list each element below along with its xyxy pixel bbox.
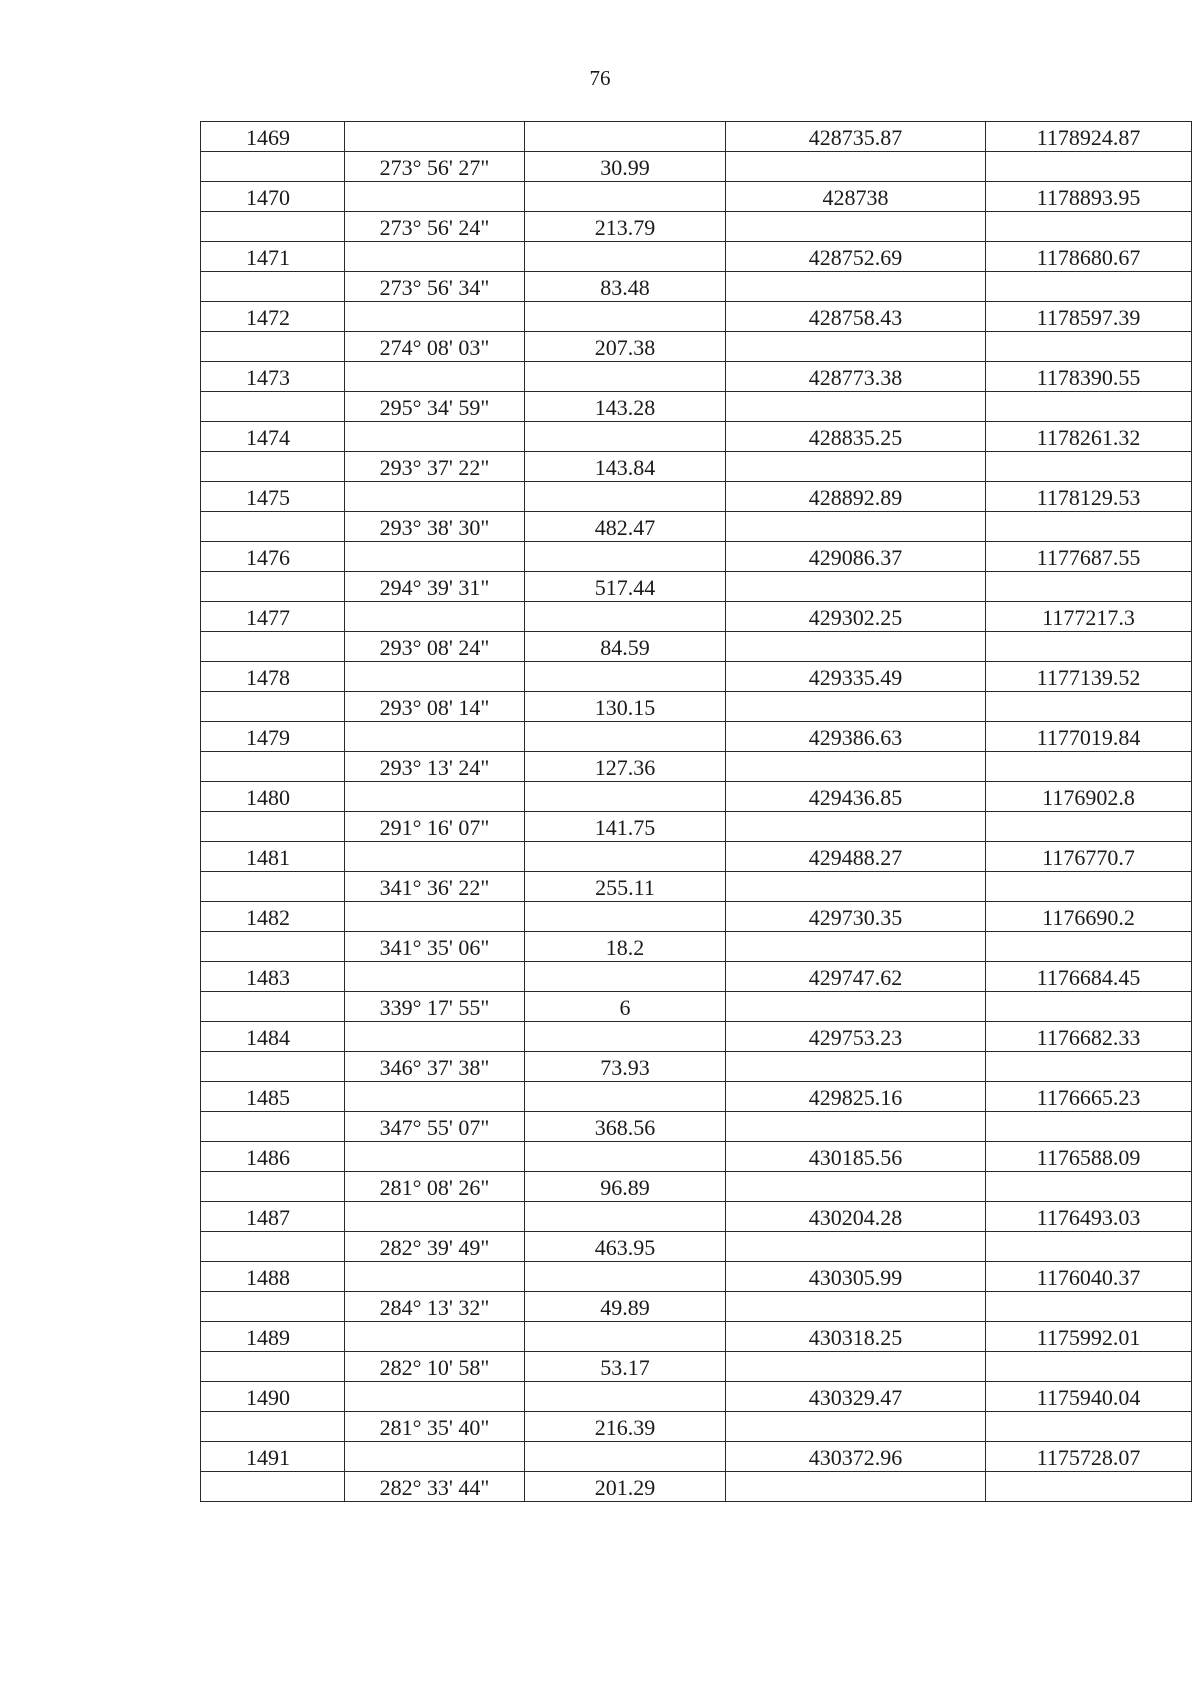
- station-row: [201, 362, 1192, 392]
- empty-cell: [201, 1172, 345, 1202]
- distance-value: 127.36: [525, 752, 726, 782]
- easting-value: 1176040.37: [986, 1262, 1192, 1292]
- empty-cell: [986, 992, 1192, 1022]
- empty-cell: [726, 152, 986, 182]
- northing-value: 430372.96: [726, 1442, 986, 1472]
- northing-value: 428752.69: [726, 242, 986, 272]
- bearing-value: 341° 36' 22": [345, 872, 525, 902]
- northing-value: 430318.25: [726, 1322, 986, 1352]
- empty-cell: [201, 512, 345, 542]
- empty-cell: [345, 422, 525, 452]
- empty-cell: [525, 722, 726, 752]
- empty-cell: [726, 1292, 986, 1322]
- leg-row: [201, 1112, 1192, 1142]
- empty-cell: [726, 272, 986, 302]
- empty-cell: [726, 752, 986, 782]
- empty-cell: [201, 1232, 345, 1262]
- empty-cell: [525, 1382, 726, 1412]
- easting-value: 1176684.45: [986, 962, 1192, 992]
- leg-row: [201, 1472, 1192, 1502]
- northing-value: 429488.27: [726, 842, 986, 872]
- easting-value: 1177139.52: [986, 662, 1192, 692]
- station-number: 1483: [201, 962, 345, 992]
- distance-value: 143.84: [525, 452, 726, 482]
- distance-value: 30.99: [525, 152, 726, 182]
- empty-cell: [345, 182, 525, 212]
- leg-row: [201, 212, 1192, 242]
- station-row: [201, 602, 1192, 632]
- northing-value: 430305.99: [726, 1262, 986, 1292]
- empty-cell: [345, 722, 525, 752]
- easting-value: 1175940.04: [986, 1382, 1192, 1412]
- distance-value: 18.2: [525, 932, 726, 962]
- empty-cell: [345, 1322, 525, 1352]
- northing-value: 429086.37: [726, 542, 986, 572]
- empty-cell: [201, 392, 345, 422]
- bearing-value: 346° 37' 38": [345, 1052, 525, 1082]
- station-number: 1472: [201, 302, 345, 332]
- leg-row: [201, 992, 1192, 1022]
- survey-coordinates-table: [200, 121, 1192, 1502]
- station-row: [201, 482, 1192, 512]
- empty-cell: [525, 1202, 726, 1232]
- station-row: [201, 302, 1192, 332]
- empty-cell: [345, 362, 525, 392]
- empty-cell: [986, 1112, 1192, 1142]
- empty-cell: [525, 182, 726, 212]
- northing-value: 430204.28: [726, 1202, 986, 1232]
- distance-value: 96.89: [525, 1172, 726, 1202]
- empty-cell: [726, 992, 986, 1022]
- empty-cell: [726, 1352, 986, 1382]
- distance-value: 143.28: [525, 392, 726, 422]
- empty-cell: [726, 572, 986, 602]
- easting-value: 1176588.09: [986, 1142, 1192, 1172]
- station-number: 1490: [201, 1382, 345, 1412]
- station-number: 1484: [201, 1022, 345, 1052]
- northing-value: 428738: [726, 182, 986, 212]
- empty-cell: [986, 1412, 1192, 1442]
- table-body: [201, 122, 1192, 1502]
- empty-cell: [726, 212, 986, 242]
- empty-cell: [726, 1172, 986, 1202]
- leg-row: [201, 1232, 1192, 1262]
- empty-cell: [201, 212, 345, 242]
- easting-value: 1178390.55: [986, 362, 1192, 392]
- bearing-value: 293° 13' 24": [345, 752, 525, 782]
- station-row: [201, 122, 1192, 152]
- empty-cell: [525, 482, 726, 512]
- empty-cell: [345, 842, 525, 872]
- station-number: 1485: [201, 1082, 345, 1112]
- empty-cell: [986, 332, 1192, 362]
- empty-cell: [986, 1352, 1192, 1382]
- station-row: [201, 182, 1192, 212]
- northing-value: 428835.25: [726, 422, 986, 452]
- northing-value: 429753.23: [726, 1022, 986, 1052]
- bearing-value: 281° 08' 26": [345, 1172, 525, 1202]
- empty-cell: [525, 1082, 726, 1112]
- leg-row: [201, 452, 1192, 482]
- empty-cell: [986, 1292, 1192, 1322]
- empty-cell: [525, 1262, 726, 1292]
- easting-value: 1178597.39: [986, 302, 1192, 332]
- station-number: 1491: [201, 1442, 345, 1472]
- station-row: [201, 722, 1192, 752]
- empty-cell: [986, 512, 1192, 542]
- distance-value: 517.44: [525, 572, 726, 602]
- distance-value: 84.59: [525, 632, 726, 662]
- empty-cell: [201, 1412, 345, 1442]
- northing-value: 428735.87: [726, 122, 986, 152]
- leg-row: [201, 152, 1192, 182]
- station-row: [201, 1382, 1192, 1412]
- northing-value: 429730.35: [726, 902, 986, 932]
- northing-value: 429825.16: [726, 1082, 986, 1112]
- empty-cell: [726, 392, 986, 422]
- station-row: [201, 902, 1192, 932]
- station-number: 1487: [201, 1202, 345, 1232]
- bearing-value: 273° 56' 24": [345, 212, 525, 242]
- empty-cell: [986, 572, 1192, 602]
- northing-value: 429747.62: [726, 962, 986, 992]
- empty-cell: [525, 542, 726, 572]
- empty-cell: [345, 1082, 525, 1112]
- empty-cell: [525, 422, 726, 452]
- empty-cell: [345, 1202, 525, 1232]
- empty-cell: [525, 1442, 726, 1472]
- empty-cell: [986, 1172, 1192, 1202]
- station-row: [201, 1202, 1192, 1232]
- empty-cell: [525, 302, 726, 332]
- easting-value: 1177019.84: [986, 722, 1192, 752]
- empty-cell: [345, 782, 525, 812]
- easting-value: 1176770.7: [986, 842, 1192, 872]
- leg-row: [201, 1352, 1192, 1382]
- empty-cell: [525, 122, 726, 152]
- easting-value: 1176665.23: [986, 1082, 1192, 1112]
- empty-cell: [201, 872, 345, 902]
- easting-value: 1176493.03: [986, 1202, 1192, 1232]
- empty-cell: [525, 1322, 726, 1352]
- distance-value: 141.75: [525, 812, 726, 842]
- distance-value: 463.95: [525, 1232, 726, 1262]
- empty-cell: [345, 902, 525, 932]
- easting-value: 1175728.07: [986, 1442, 1192, 1472]
- empty-cell: [986, 152, 1192, 182]
- bearing-value: 281° 35' 40": [345, 1412, 525, 1442]
- empty-cell: [726, 512, 986, 542]
- empty-cell: [986, 1472, 1192, 1502]
- station-row: [201, 1022, 1192, 1052]
- leg-row: [201, 1292, 1192, 1322]
- northing-value: 428758.43: [726, 302, 986, 332]
- station-number: 1488: [201, 1262, 345, 1292]
- leg-row: [201, 632, 1192, 662]
- station-row: [201, 842, 1192, 872]
- empty-cell: [201, 1292, 345, 1322]
- station-number: 1473: [201, 362, 345, 392]
- easting-value: 1175992.01: [986, 1322, 1192, 1352]
- empty-cell: [726, 1232, 986, 1262]
- empty-cell: [986, 212, 1192, 242]
- bearing-value: 274° 08' 03": [345, 332, 525, 362]
- empty-cell: [726, 452, 986, 482]
- empty-cell: [525, 662, 726, 692]
- empty-cell: [201, 692, 345, 722]
- station-row: [201, 1442, 1192, 1472]
- easting-value: 1177687.55: [986, 542, 1192, 572]
- leg-row: [201, 332, 1192, 362]
- empty-cell: [726, 1112, 986, 1142]
- bearing-value: 294° 39' 31": [345, 572, 525, 602]
- empty-cell: [986, 272, 1192, 302]
- station-number: 1469: [201, 122, 345, 152]
- empty-cell: [986, 632, 1192, 662]
- northing-value: 430329.47: [726, 1382, 986, 1412]
- empty-cell: [986, 872, 1192, 902]
- empty-cell: [986, 692, 1192, 722]
- bearing-value: 284° 13' 32": [345, 1292, 525, 1322]
- northing-value: 429386.63: [726, 722, 986, 752]
- distance-value: 368.56: [525, 1112, 726, 1142]
- empty-cell: [345, 122, 525, 152]
- northing-value: 429436.85: [726, 782, 986, 812]
- empty-cell: [345, 602, 525, 632]
- bearing-value: 282° 10' 58": [345, 1352, 525, 1382]
- empty-cell: [345, 1382, 525, 1412]
- empty-cell: [201, 752, 345, 782]
- distance-value: 6: [525, 992, 726, 1022]
- empty-cell: [201, 452, 345, 482]
- easting-value: 1178924.87: [986, 122, 1192, 152]
- station-row: [201, 542, 1192, 572]
- empty-cell: [525, 602, 726, 632]
- station-number: 1471: [201, 242, 345, 272]
- empty-cell: [345, 1022, 525, 1052]
- empty-cell: [986, 1052, 1192, 1082]
- northing-value: 429302.25: [726, 602, 986, 632]
- bearing-value: 293° 08' 14": [345, 692, 525, 722]
- leg-row: [201, 572, 1192, 602]
- easting-value: 1176690.2: [986, 902, 1192, 932]
- easting-value: 1176902.8: [986, 782, 1192, 812]
- empty-cell: [726, 932, 986, 962]
- leg-row: [201, 812, 1192, 842]
- easting-value: 1178261.32: [986, 422, 1192, 452]
- station-row: [201, 1322, 1192, 1352]
- bearing-value: 282° 39' 49": [345, 1232, 525, 1262]
- leg-row: [201, 872, 1192, 902]
- empty-cell: [201, 572, 345, 602]
- empty-cell: [986, 932, 1192, 962]
- leg-row: [201, 272, 1192, 302]
- empty-cell: [726, 812, 986, 842]
- empty-cell: [525, 362, 726, 392]
- empty-cell: [986, 812, 1192, 842]
- empty-cell: [201, 992, 345, 1022]
- bearing-value: 295° 34' 59": [345, 392, 525, 422]
- empty-cell: [201, 332, 345, 362]
- leg-row: [201, 392, 1192, 422]
- bearing-value: 293° 38' 30": [345, 512, 525, 542]
- empty-cell: [726, 1472, 986, 1502]
- station-row: [201, 662, 1192, 692]
- empty-cell: [525, 1142, 726, 1172]
- empty-cell: [201, 812, 345, 842]
- empty-cell: [986, 752, 1192, 782]
- distance-value: 216.39: [525, 1412, 726, 1442]
- empty-cell: [201, 272, 345, 302]
- northing-value: 430185.56: [726, 1142, 986, 1172]
- easting-value: 1178129.53: [986, 482, 1192, 512]
- station-row: [201, 422, 1192, 452]
- empty-cell: [345, 542, 525, 572]
- distance-value: 73.93: [525, 1052, 726, 1082]
- bearing-value: 291° 16' 07": [345, 812, 525, 842]
- station-number: 1482: [201, 902, 345, 932]
- easting-value: 1178893.95: [986, 182, 1192, 212]
- station-row: [201, 1082, 1192, 1112]
- empty-cell: [345, 302, 525, 332]
- station-row: [201, 962, 1192, 992]
- empty-cell: [525, 242, 726, 272]
- empty-cell: [726, 1052, 986, 1082]
- empty-cell: [201, 1052, 345, 1082]
- distance-value: 207.38: [525, 332, 726, 362]
- empty-cell: [525, 902, 726, 932]
- distance-value: 201.29: [525, 1472, 726, 1502]
- station-number: 1470: [201, 182, 345, 212]
- empty-cell: [201, 152, 345, 182]
- easting-value: 1176682.33: [986, 1022, 1192, 1052]
- station-row: [201, 1142, 1192, 1172]
- station-number: 1477: [201, 602, 345, 632]
- station-number: 1489: [201, 1322, 345, 1352]
- station-row: [201, 1262, 1192, 1292]
- station-number: 1476: [201, 542, 345, 572]
- leg-row: [201, 752, 1192, 782]
- empty-cell: [345, 962, 525, 992]
- distance-value: 255.11: [525, 872, 726, 902]
- bearing-value: 293° 37' 22": [345, 452, 525, 482]
- northing-value: 429335.49: [726, 662, 986, 692]
- distance-value: 49.89: [525, 1292, 726, 1322]
- empty-cell: [986, 452, 1192, 482]
- distance-value: 53.17: [525, 1352, 726, 1382]
- station-number: 1478: [201, 662, 345, 692]
- bearing-value: 282° 33' 44": [345, 1472, 525, 1502]
- station-number: 1481: [201, 842, 345, 872]
- empty-cell: [345, 1142, 525, 1172]
- distance-value: 83.48: [525, 272, 726, 302]
- northing-value: 428892.89: [726, 482, 986, 512]
- bearing-value: 339° 17' 55": [345, 992, 525, 1022]
- leg-row: [201, 1052, 1192, 1082]
- distance-value: 213.79: [525, 212, 726, 242]
- empty-cell: [345, 482, 525, 512]
- leg-row: [201, 1172, 1192, 1202]
- empty-cell: [525, 962, 726, 992]
- empty-cell: [986, 1232, 1192, 1262]
- station-row: [201, 242, 1192, 272]
- empty-cell: [525, 1022, 726, 1052]
- bearing-value: 341° 35' 06": [345, 932, 525, 962]
- empty-cell: [726, 1412, 986, 1442]
- empty-cell: [726, 692, 986, 722]
- northing-value: 428773.38: [726, 362, 986, 392]
- station-number: 1486: [201, 1142, 345, 1172]
- empty-cell: [345, 662, 525, 692]
- leg-row: [201, 512, 1192, 542]
- page-number: 76: [589, 66, 611, 90]
- easting-value: 1178680.67: [986, 242, 1192, 272]
- empty-cell: [201, 632, 345, 662]
- empty-cell: [525, 782, 726, 812]
- empty-cell: [726, 872, 986, 902]
- station-row: [201, 782, 1192, 812]
- empty-cell: [986, 392, 1192, 422]
- empty-cell: [525, 842, 726, 872]
- station-number: 1474: [201, 422, 345, 452]
- empty-cell: [201, 1352, 345, 1382]
- bearing-value: 273° 56' 34": [345, 272, 525, 302]
- empty-cell: [201, 932, 345, 962]
- empty-cell: [201, 1112, 345, 1142]
- empty-cell: [345, 1262, 525, 1292]
- bearing-value: 273° 56' 27": [345, 152, 525, 182]
- distance-value: 482.47: [525, 512, 726, 542]
- empty-cell: [726, 332, 986, 362]
- empty-cell: [726, 632, 986, 662]
- leg-row: [201, 1412, 1192, 1442]
- easting-value: 1177217.3: [986, 602, 1192, 632]
- empty-cell: [345, 242, 525, 272]
- bearing-value: 293° 08' 24": [345, 632, 525, 662]
- station-number: 1479: [201, 722, 345, 752]
- empty-cell: [345, 1442, 525, 1472]
- distance-value: 130.15: [525, 692, 726, 722]
- station-number: 1475: [201, 482, 345, 512]
- leg-row: [201, 932, 1192, 962]
- leg-row: [201, 692, 1192, 722]
- bearing-value: 347° 55' 07": [345, 1112, 525, 1142]
- station-number: 1480: [201, 782, 345, 812]
- empty-cell: [201, 1472, 345, 1502]
